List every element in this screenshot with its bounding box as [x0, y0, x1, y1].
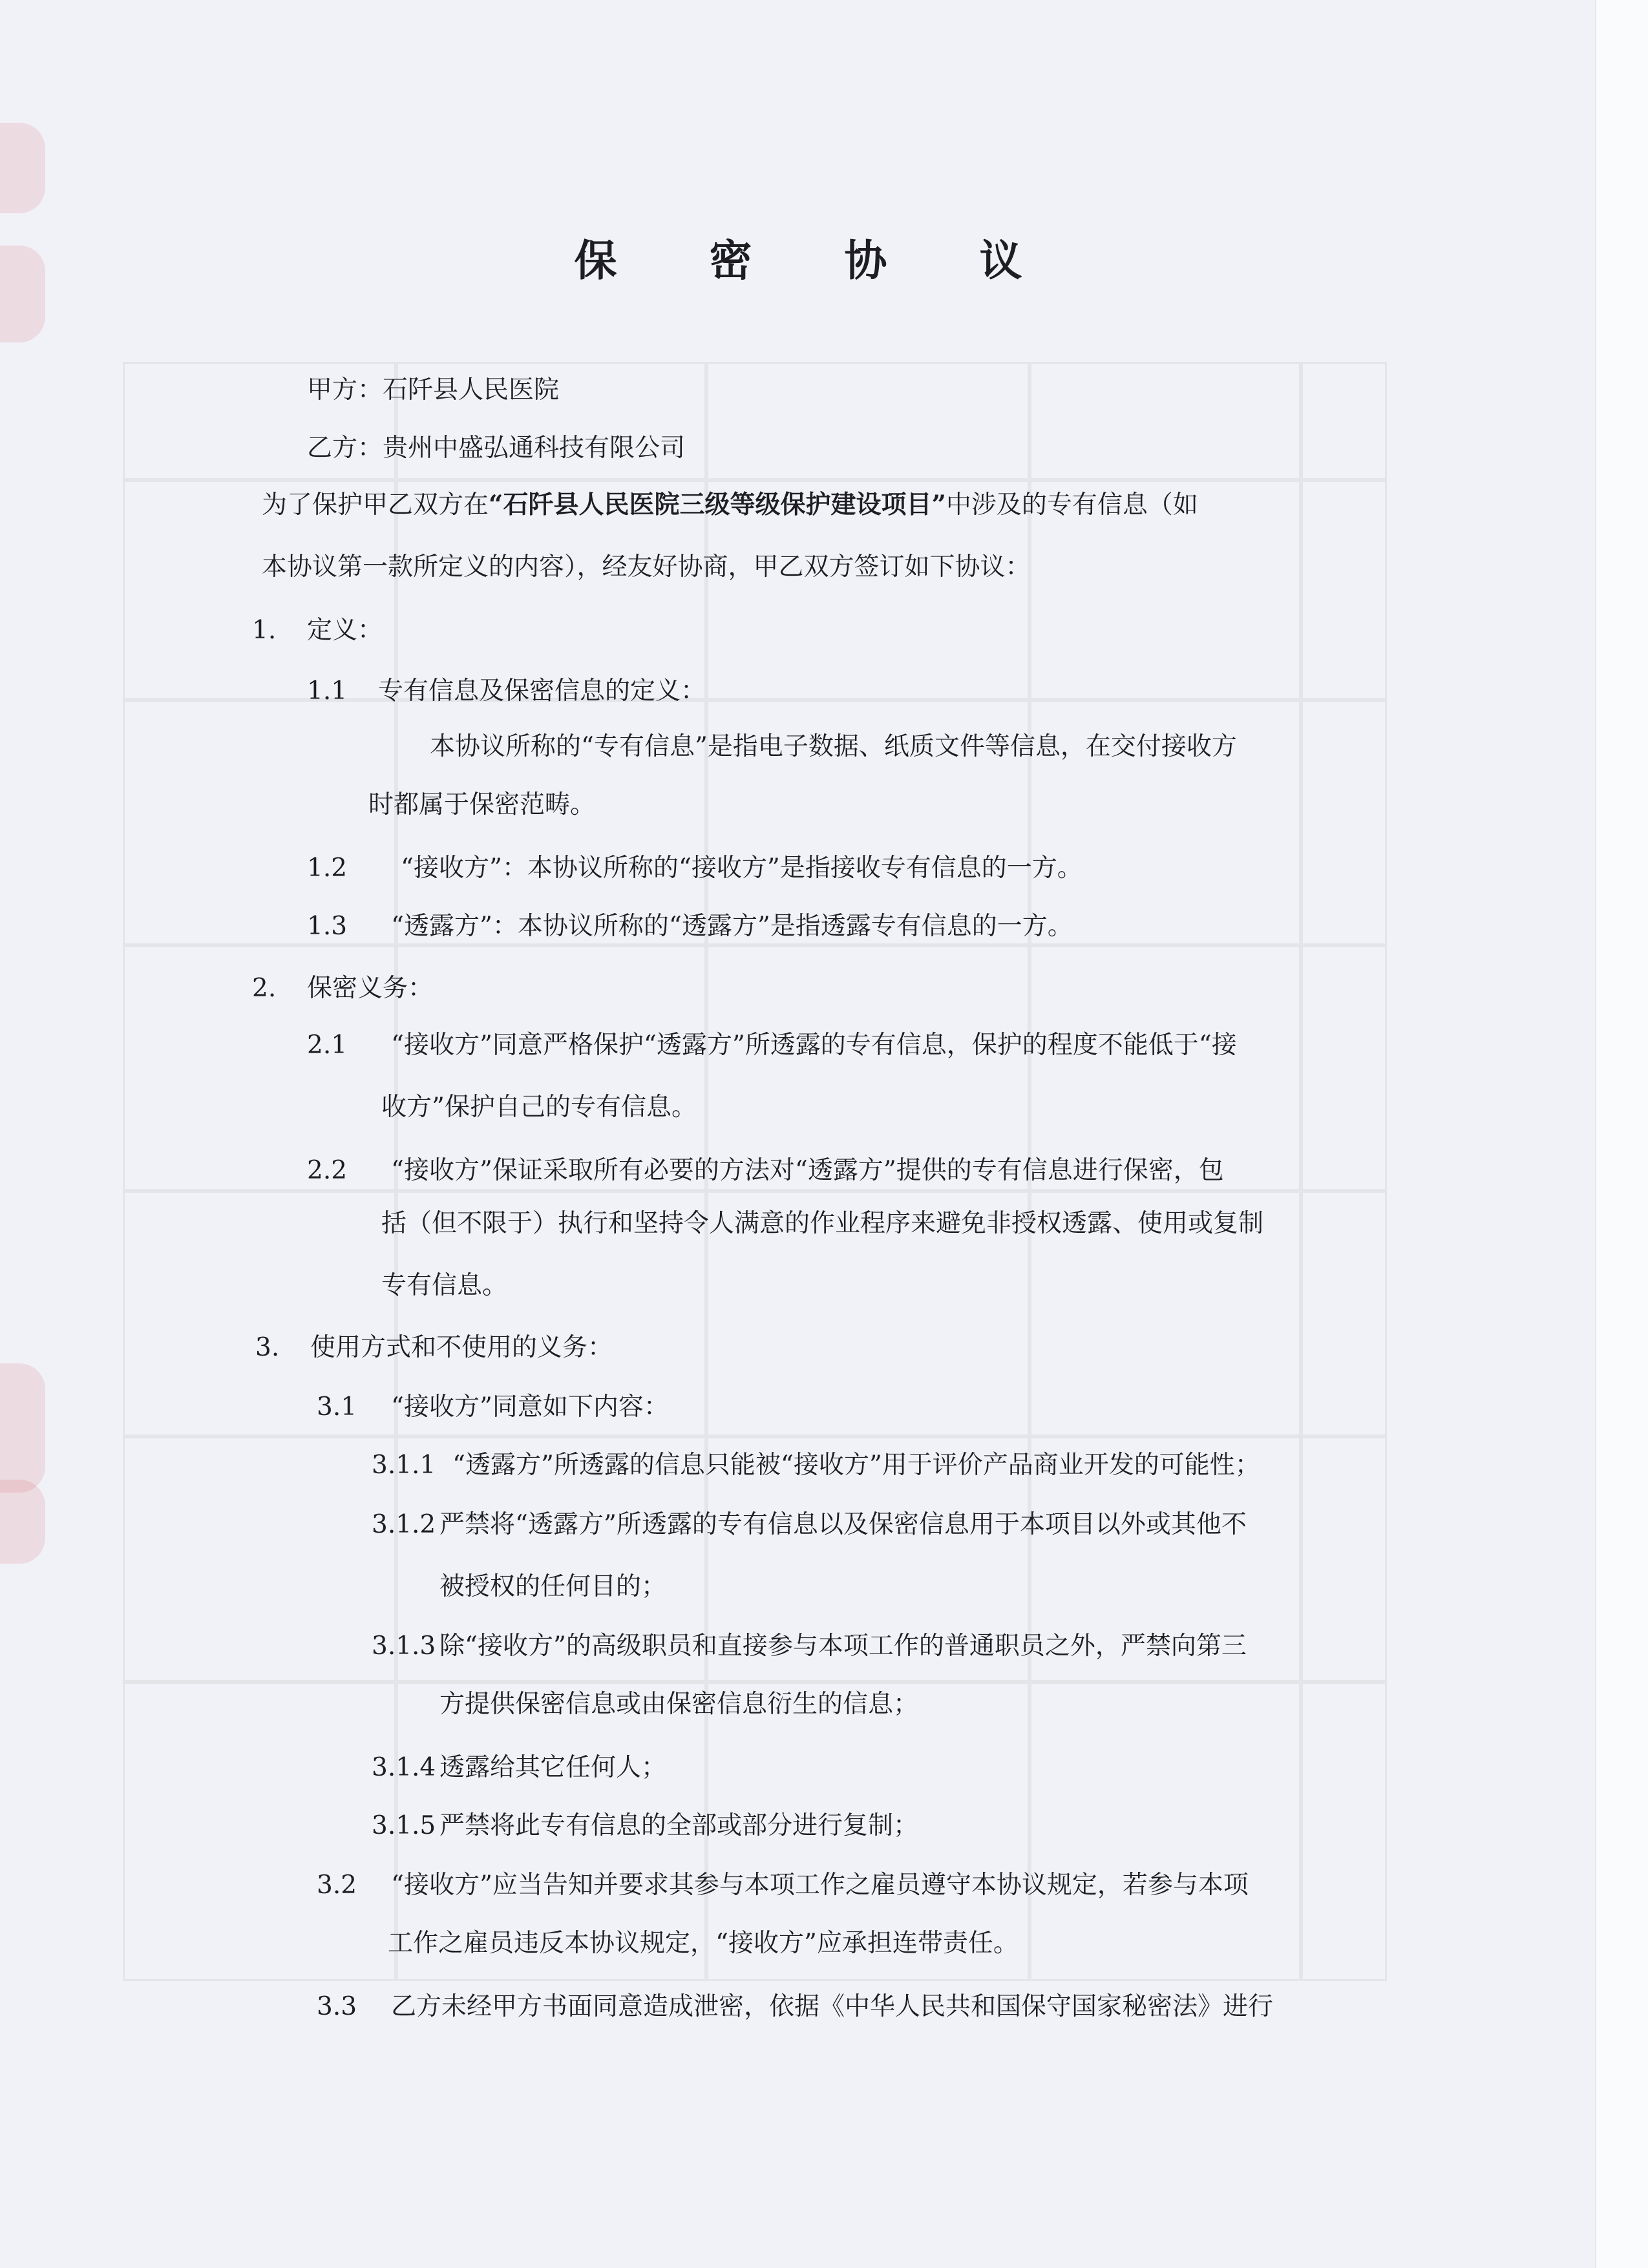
clause-3-2-line-2: 工作之雇员违反本协议规定，“接收方”应承担连带责任。 — [388, 1929, 1019, 1958]
clause-3-1-number: 3.1 — [317, 1392, 357, 1422]
clause-3-1-3-number: 3.1.3 — [372, 1632, 436, 1661]
clause-1-1-text: 专有信息及保密信息的定义： — [378, 677, 706, 706]
stamp-fragment — [0, 1363, 45, 1493]
clause-3-1-text: “接收方”同意如下内容： — [391, 1392, 669, 1422]
clause-3-3-line-1: 乙方未经甲方书面同意造成泄密，依据《中华人民共和国保守国家秘密法》进行 — [391, 1992, 1274, 2021]
clause-1-1-body-line-2: 时都属于保密范畴。 — [368, 790, 596, 819]
party-b: 乙方：贵州中盛弘通科技有限公司 — [307, 434, 686, 463]
section-1-heading: 定义： — [307, 616, 383, 645]
clause-1-1-body-line-1: 本协议所称的“专有信息”是指电子数据、纸质文件等信息，在交付接收方 — [430, 732, 1237, 761]
clause-1-3-text: “透露方”：本协议所称的“透露方”是指透露专有信息的一方。 — [391, 912, 1073, 941]
clause-3-3-number: 3.3 — [317, 1992, 357, 2021]
section-1-number: 1. — [252, 616, 277, 645]
clause-2-1-line-1: “接收方”同意严格保护“透露方”所透露的专有信息，保护的程度不能低于“接 — [391, 1031, 1237, 1060]
party-a: 甲方：石阡县人民医院 — [307, 375, 560, 404]
clause-2-2-line-2: 括（但不限于）执行和坚持令人满意的作业程序来避免非授权透露、使用或复制 — [381, 1209, 1264, 1238]
clause-2-2-number: 2.2 — [307, 1156, 348, 1185]
clause-3-1-3-line-1: 除“接收方”的高级职员和直接参与本项工作的普通职员之外，严禁向第三 — [439, 1632, 1247, 1661]
clause-1-1-number: 1.1 — [307, 677, 348, 706]
intro-suffix: 中涉及的专有信息（如 — [945, 490, 1198, 520]
clause-3-1-2-line-1: 严禁将“透露方”所透露的专有信息以及保密信息用于本项目以外或其他不 — [439, 1510, 1247, 1539]
intro-prefix: 为了保护甲乙双方在 — [262, 490, 489, 520]
clause-2-1-line-2: 收方”保护自己的专有信息。 — [381, 1093, 697, 1122]
clause-2-2-line-1: “接收方”保证采取所有必要的方法对“透露方”提供的专有信息进行保密，包 — [391, 1156, 1224, 1185]
clause-3-1-4-text: 透露给其它任何人； — [439, 1753, 667, 1782]
clause-3-1-2-line-2: 被授权的任何目的； — [439, 1572, 667, 1601]
project-name: “石阡县人民医院三级等级保护建设项目” — [489, 490, 946, 520]
clause-2-2-line-3: 专有信息。 — [381, 1271, 508, 1300]
clause-3-1-5-text: 严禁将此专有信息的全部或部分进行复制； — [439, 1811, 919, 1840]
clause-3-1-1-number: 3.1.1 — [372, 1451, 436, 1480]
clause-1-3-number: 1.3 — [307, 912, 348, 941]
document-title: 保 密 协 议 — [574, 235, 1061, 286]
intro-line-1 — [262, 492, 1198, 518]
intro-line-2: 本协议第一款所定义的内容），经友好协商，甲乙双方签订如下协议： — [262, 552, 1031, 582]
clause-3-1-2-number: 3.1.2 — [372, 1510, 436, 1539]
clause-2-1-number: 2.1 — [307, 1031, 348, 1060]
section-3-number: 3. — [255, 1333, 280, 1362]
section-2-heading: 保密义务： — [307, 974, 434, 1003]
stamp-fragment — [0, 123, 45, 213]
clause-1-2-text: “接收方”：本协议所称的“接收方”是指接收专有信息的一方。 — [401, 854, 1083, 883]
section-2-number: 2. — [252, 974, 277, 1003]
stamp-fragment — [0, 1480, 45, 1564]
scan-edge — [1595, 0, 1648, 2268]
section-3-heading: 使用方式和不使用的义务： — [310, 1333, 613, 1362]
clause-3-2-number: 3.2 — [317, 1871, 357, 1900]
clause-3-2-line-1: “接收方”应当告知并要求其参与本项工作之雇员遵守本协议规定，若参与本项 — [391, 1871, 1249, 1900]
clause-3-1-3-line-2: 方提供保密信息或由保密信息衍生的信息； — [439, 1690, 919, 1719]
clause-3-1-4-number: 3.1.4 — [372, 1753, 436, 1782]
clause-3-1-5-number: 3.1.5 — [372, 1811, 436, 1840]
clause-1-2-number: 1.2 — [307, 854, 348, 883]
clause-3-1-1-text: “透露方”所透露的信息只能被“接收方”用于评价产品商业开发的可能性； — [452, 1451, 1260, 1480]
